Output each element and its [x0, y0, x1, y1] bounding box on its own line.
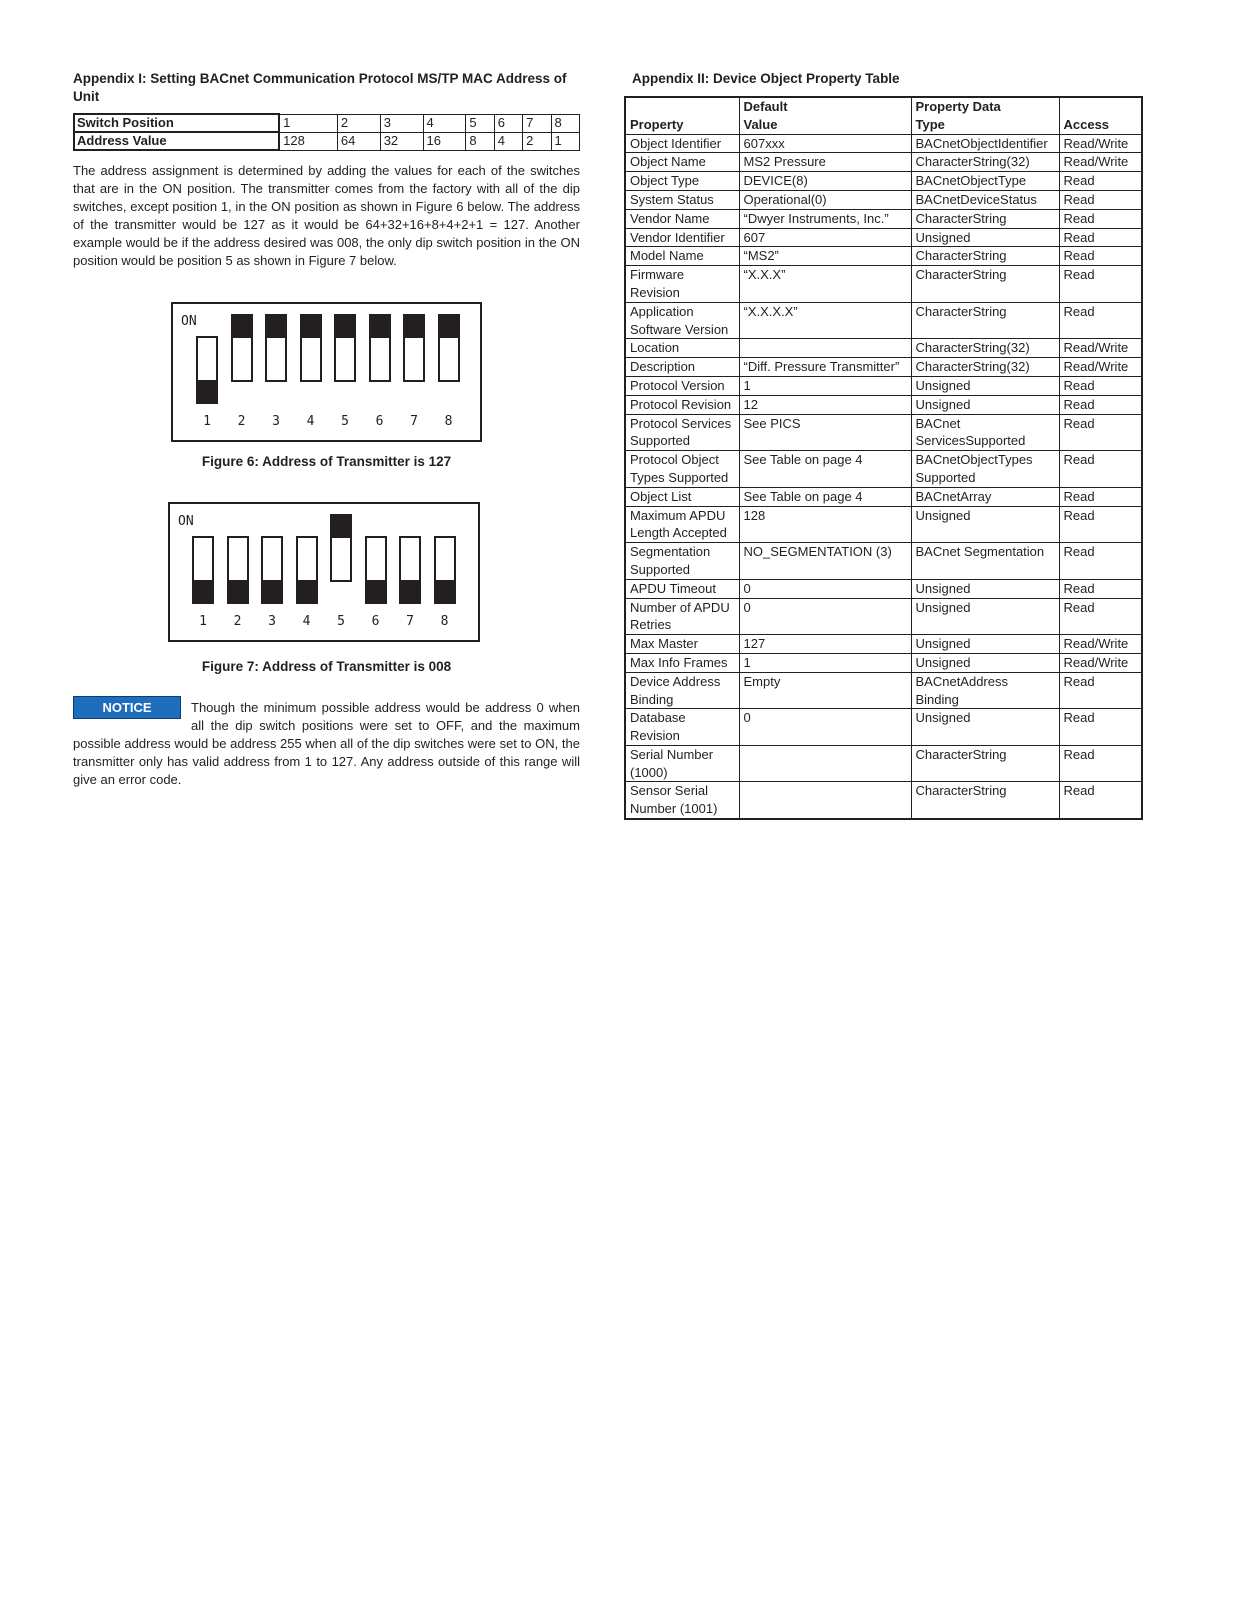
figure7-caption: Figure 7: Address of Transmitter is 008 [201, 659, 452, 674]
table-row [625, 172, 1142, 191]
dip-switch-3 [261, 536, 283, 604]
switch-actuator [229, 580, 247, 602]
switch-actuator [371, 316, 389, 338]
data-type-cell: CharacterString [911, 745, 1059, 782]
table-row [625, 672, 1142, 709]
property-cell: Database Revision [625, 709, 739, 746]
access-cell: Read [1059, 487, 1142, 506]
property-cell: Protocol Version [625, 376, 739, 395]
property-cell: Sensor Serial Number (1001) [625, 782, 739, 819]
default-value-cell: Operational(0) [739, 190, 911, 209]
table-row [625, 228, 1142, 247]
table-row [625, 190, 1142, 209]
default-value-cell: “X.X.X” [739, 266, 911, 303]
switch-number-label: 2 [233, 614, 242, 629]
property-cell: Number of APDU Retries [625, 598, 739, 635]
switch-number-label: 7 [410, 414, 418, 429]
table-row [625, 653, 1142, 672]
table-row [625, 579, 1142, 598]
access-cell: Read [1059, 709, 1142, 746]
address-value-cell: 128 [279, 132, 337, 150]
column-header-property: Property [625, 97, 739, 134]
property-cell: Max Info Frames [625, 653, 739, 672]
dip-switch-5 [334, 314, 356, 382]
switch-actuator [263, 580, 281, 602]
table-row [625, 709, 1142, 746]
switch-position-cell: 1 [279, 114, 337, 132]
on-label: ON [181, 314, 197, 329]
default-value-cell: 1 [739, 376, 911, 395]
default-value-cell: NO_SEGMENTATION (3) [739, 543, 911, 580]
table-row [625, 451, 1142, 488]
dip-switch-4 [296, 536, 318, 604]
default-value-cell: MS2 Pressure [739, 153, 911, 172]
property-cell: Location [625, 339, 739, 358]
access-cell: Read [1059, 395, 1142, 414]
data-type-cell: BACnetObjectIdentifier [911, 134, 1059, 153]
table-row [625, 134, 1142, 153]
property-cell: Object Type [625, 172, 739, 191]
default-value-cell: 0 [739, 579, 911, 598]
switch-number-label: 8 [440, 614, 449, 629]
table-row [625, 209, 1142, 228]
property-cell: Segmentation Supported [625, 543, 739, 580]
table-row [625, 635, 1142, 654]
address-value-row [74, 132, 580, 150]
default-value-cell: “Diff. Pressure Transmitter” [739, 358, 911, 377]
switch-actuator [194, 580, 212, 602]
default-value-cell: See Table on page 4 [739, 451, 911, 488]
table-row [625, 598, 1142, 635]
switch-actuator [440, 316, 458, 338]
dip-switch-3 [265, 314, 287, 382]
default-value-cell [739, 339, 911, 358]
dip-switch-1 [196, 336, 218, 404]
data-type-cell: Unsigned [911, 709, 1059, 746]
data-type-cell: Unsigned [911, 228, 1059, 247]
address-value-cell: 16 [423, 132, 466, 150]
switch-actuator [233, 316, 251, 338]
dip-switch-6 [365, 536, 387, 604]
default-value-cell: 1 [739, 653, 911, 672]
switch-number-label: 6 [375, 414, 384, 429]
access-cell: Read [1059, 451, 1142, 488]
address-value-cell: 32 [380, 132, 423, 150]
access-cell: Read/Write [1059, 635, 1142, 654]
data-type-cell: CharacterString [911, 782, 1059, 819]
dip-switch-8 [434, 536, 456, 604]
switch-number-label: 5 [337, 614, 345, 629]
default-value-cell: “MS2” [739, 247, 911, 266]
switch-actuator [298, 580, 316, 602]
switch-actuator [332, 516, 350, 538]
data-type-cell: Unsigned [911, 395, 1059, 414]
data-type-cell: Unsigned [911, 598, 1059, 635]
table-row [625, 358, 1142, 377]
table-row [625, 153, 1142, 172]
property-cell: Object Identifier [625, 134, 739, 153]
table-row [625, 302, 1142, 339]
table-row [625, 543, 1142, 580]
data-type-cell: BACnetAddress Binding [911, 672, 1059, 709]
property-cell: Vendor Name [625, 209, 739, 228]
default-value-cell: “X.X.X.X” [739, 302, 911, 339]
property-cell: Model Name [625, 247, 739, 266]
address-value-cell: 64 [337, 132, 380, 150]
access-cell: Read/Write [1059, 339, 1142, 358]
switch-number-label: 3 [268, 614, 276, 629]
property-cell: Protocol Services Supported [625, 414, 739, 451]
access-cell: Read [1059, 302, 1142, 339]
table-row [625, 247, 1142, 266]
property-cell: APDU Timeout [625, 579, 739, 598]
switch-position-cell: 3 [380, 114, 423, 132]
access-cell: Read [1059, 745, 1142, 782]
data-type-cell: Unsigned [911, 579, 1059, 598]
switch-position-cell: 6 [494, 114, 522, 132]
switch-number-label: 7 [406, 614, 414, 629]
access-cell: Read [1059, 598, 1142, 635]
default-value-cell: DEVICE(8) [739, 172, 911, 191]
data-type-cell: CharacterString [911, 209, 1059, 228]
switch-number-label: 4 [302, 614, 311, 629]
data-type-cell: BACnetObjectTypes Supported [911, 451, 1059, 488]
switch-position-row [74, 114, 580, 132]
address-assignment-paragraph: The address assignment is determined by adding the values for each of the switches that are in the ON position. The transmitter comes from the factory with all of the dip switches, except position 1, in the ON position as shown in Figure 6 below. The address of the transmitter would be 127 as it would be 64+32+16+8+4+2+1 = 127. Another example would be if the address desired was 008, the only dip switch position in the ON position would be position 5 as shown in Figure 7 below. [73, 163, 580, 268]
dip-switch-1 [192, 536, 214, 604]
switch-position-cell: 8 [551, 114, 579, 132]
access-cell: Read [1059, 172, 1142, 191]
switch-number-label: 1 [203, 414, 211, 429]
property-cell: Serial Number (1000) [625, 745, 739, 782]
switch-number-label: 6 [371, 614, 380, 629]
switch-actuator [302, 316, 320, 338]
data-type-cell: Unsigned [911, 376, 1059, 395]
switch-actuator [336, 316, 354, 338]
data-type-cell: Unsigned [911, 635, 1059, 654]
access-cell: Read [1059, 672, 1142, 709]
address-value-cell: 2 [523, 132, 551, 150]
switch-actuator [367, 580, 385, 602]
access-cell: Read [1059, 228, 1142, 247]
default-value-cell [739, 782, 911, 819]
switch-actuator [198, 380, 216, 402]
dip-switch-7 [399, 536, 421, 604]
default-value-cell: See Table on page 4 [739, 487, 911, 506]
switch-position-cell: 5 [466, 114, 494, 132]
data-type-cell: CharacterString [911, 302, 1059, 339]
figure6-dip-switch [171, 302, 482, 442]
address-value-cell: 4 [494, 132, 522, 150]
table-row [625, 266, 1142, 303]
table-header-row [625, 97, 1142, 134]
switch-number-label: 4 [306, 414, 315, 429]
default-value-cell: Empty [739, 672, 911, 709]
property-cell: Object List [625, 487, 739, 506]
notice-body: Though the minimum possible address would be address 0 when all the dip switch positions were set to OFF, and the maximum possible address would be address 255 when all of the dip switches were set to ON, the transmitter only has valid address from 1 to 127. Any address outside of this range will give an error code. [73, 700, 580, 787]
property-cell: Vendor Identifier [625, 228, 739, 247]
device-object-property-table [624, 96, 1143, 820]
data-type-cell: CharacterString(32) [911, 358, 1059, 377]
default-value-cell [739, 745, 911, 782]
access-cell: Read/Write [1059, 358, 1142, 377]
dip-switch-2 [227, 536, 249, 604]
dip-switch-7 [403, 314, 425, 382]
property-cell: Protocol Object Types Supported [625, 451, 739, 488]
access-cell: Read/Write [1059, 153, 1142, 172]
property-cell: Protocol Revision [625, 395, 739, 414]
default-value-cell: 607xxx [739, 134, 911, 153]
switch-position-header: Switch Position [74, 114, 279, 132]
default-value-cell: 607 [739, 228, 911, 247]
property-cell: Maximum APDU Length Accepted [625, 506, 739, 543]
dip-switch-2 [231, 314, 253, 382]
data-type-cell: CharacterString(32) [911, 339, 1059, 358]
table-row [625, 376, 1142, 395]
appendix1-section [73, 68, 580, 270]
dip-switch-6 [369, 314, 391, 382]
property-cell: Max Master [625, 635, 739, 654]
table-row [625, 487, 1142, 506]
table-row [625, 506, 1142, 543]
data-type-cell: BACnetObjectType [911, 172, 1059, 191]
column-header-default-value: Default Value [739, 97, 911, 134]
property-cell: Description [625, 358, 739, 377]
notice-badge: NOTICE [73, 696, 181, 719]
switch-actuator [405, 316, 423, 338]
access-cell: Read [1059, 247, 1142, 266]
figure7-dip-switch [168, 502, 480, 642]
property-cell: Application Software Version [625, 302, 739, 339]
access-cell: Read [1059, 190, 1142, 209]
access-cell: Read [1059, 376, 1142, 395]
access-cell: Read [1059, 414, 1142, 451]
access-cell: Read [1059, 579, 1142, 598]
table-row [625, 782, 1142, 819]
data-type-cell: Unsigned [911, 506, 1059, 543]
property-cell: Device Address Binding [625, 672, 739, 709]
figure6-caption: Figure 6: Address of Transmitter is 127 [201, 454, 452, 469]
access-cell: Read [1059, 209, 1142, 228]
address-value-header: Address Value [74, 132, 279, 150]
switch-table [73, 113, 580, 151]
data-type-cell: Unsigned [911, 653, 1059, 672]
switch-number-label: 3 [272, 414, 280, 429]
default-value-cell: 127 [739, 635, 911, 654]
data-type-cell: BACnetDeviceStatus [911, 190, 1059, 209]
switch-number-label: 8 [444, 414, 453, 429]
switch-number-label: 5 [341, 414, 349, 429]
default-value-cell: 12 [739, 395, 911, 414]
access-cell: Read [1059, 782, 1142, 819]
default-value-cell: 0 [739, 709, 911, 746]
default-value-cell: “Dwyer Instruments, Inc.” [739, 209, 911, 228]
dip-switch-8 [438, 314, 460, 382]
data-type-cell: BACnet Segmentation [911, 543, 1059, 580]
access-cell: Read [1059, 506, 1142, 543]
default-value-cell: 128 [739, 506, 911, 543]
access-cell: Read [1059, 543, 1142, 580]
data-type-cell: CharacterString [911, 266, 1059, 303]
address-value-cell: 8 [466, 132, 494, 150]
access-cell: Read/Write [1059, 653, 1142, 672]
notice-text [73, 699, 580, 789]
property-cell: Firmware Revision [625, 266, 739, 303]
property-cell: System Status [625, 190, 739, 209]
appendix2-section [624, 68, 1141, 820]
column-header-data-type: Property Data Type [911, 97, 1059, 134]
default-value-cell: 0 [739, 598, 911, 635]
data-type-cell: CharacterString(32) [911, 153, 1059, 172]
switch-actuator [267, 316, 285, 338]
switch-position-cell: 7 [523, 114, 551, 132]
appendix2-title: Appendix II: Device Object Property Table [632, 71, 900, 86]
column-header-access: Access [1059, 97, 1142, 134]
access-cell: Read [1059, 266, 1142, 303]
data-type-cell: BACnet ServicesSupported [911, 414, 1059, 451]
switch-number-label: 1 [199, 614, 207, 629]
switch-number-label: 2 [237, 414, 246, 429]
on-label: ON [178, 514, 194, 529]
access-cell: Read/Write [1059, 134, 1142, 153]
address-value-cell: 1 [551, 132, 579, 150]
table-row [625, 414, 1142, 451]
table-row [625, 395, 1142, 414]
appendix1-title: Appendix I: Setting BACnet Communication Protocol MS/TP MAC Address of Unit [73, 71, 567, 104]
default-value-cell: See PICS [739, 414, 911, 451]
property-cell: Object Name [625, 153, 739, 172]
switch-actuator [401, 580, 419, 602]
switch-actuator [436, 580, 454, 602]
data-type-cell: CharacterString [911, 247, 1059, 266]
data-type-cell: BACnetArray [911, 487, 1059, 506]
table-row [625, 339, 1142, 358]
dip-switch-5 [330, 514, 352, 582]
switch-position-cell: 2 [337, 114, 380, 132]
switch-position-cell: 4 [423, 114, 466, 132]
dip-switch-4 [300, 314, 322, 382]
table-row [625, 745, 1142, 782]
